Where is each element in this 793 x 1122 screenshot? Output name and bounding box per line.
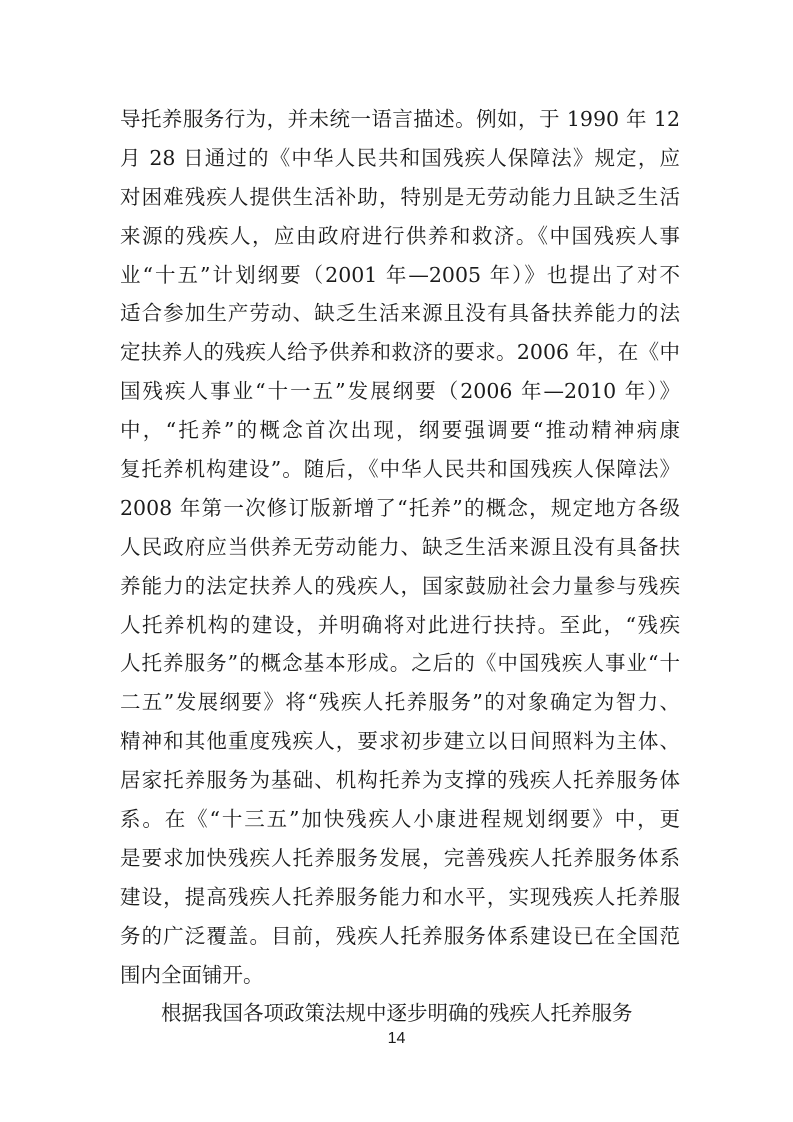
text-line: 是要求加快残疾人托养服务发展，完善残疾人托养服务体系 <box>120 845 680 870</box>
text-line: 根据我国各项政策法规中逐步明确的残疾人托养服务 <box>161 1001 633 1026</box>
paragraph-2 <box>120 994 680 1033</box>
text-line: 人托养服务”的概念基本形成。之后的《中国残疾人事业“十 <box>120 651 680 676</box>
text-line: 建设，提高残疾人托养服务能力和水平，实现残疾人托养服 <box>120 884 680 909</box>
text-line: 二五”发展纲要》将“残疾人托养服务”的对象确定为智力、 <box>120 690 680 715</box>
text-line: 人民政府应当供养无劳动能力、缺乏生活来源且没有具备扶 <box>120 534 680 559</box>
text-line: 中，“托养”的概念首次出现，纲要强调要“推动精神病康 <box>120 418 680 443</box>
text-line: 定扶养人的残疾人给予供养和救济的要求。2006 年，在《中 <box>120 340 680 365</box>
text-line: 2008 年第一次修订版新增了“托养”的概念，规定地方各级 <box>120 495 680 520</box>
text-line: 月 28 日通过的《中华人民共和国残疾人保障法》规定，应 <box>120 145 680 170</box>
text-line: 业“十五”计划纲要（2001 年—2005 年）》也提出了对不 <box>120 262 680 287</box>
text-line: 人托养机构的建设，并明确将对此进行扶持。至此，“残疾 <box>120 612 680 637</box>
text-line: 适合参加生产劳动、缺乏生活来源且没有具备扶养能力的法 <box>120 301 680 326</box>
text-line: 国残疾人事业“十一五”发展纲要（2006 年—2010 年）》 <box>120 379 680 404</box>
text-line: 对困难残疾人提供生活补助，特别是无劳动能力且缺乏生活 <box>120 184 680 209</box>
text-line: 居家托养服务为基础、机构托养为支撑的残疾人托养服务体 <box>120 768 680 793</box>
text-line: 养能力的法定扶养人的残疾人，国家鼓励社会力量参与残疾 <box>120 573 680 598</box>
paragraph-1 <box>120 100 680 994</box>
text-line: 务的广泛覆盖。目前，残疾人托养服务体系建设已在全国范 <box>120 923 680 948</box>
text-line: 围内全面铺开。 <box>120 962 264 987</box>
text-line: 导托养服务行为，并未统一语言描述。例如，于 1990 年 12 <box>120 107 680 131</box>
text-line: 精神和其他重度残疾人，要求初步建立以日间照料为主体、 <box>120 729 680 754</box>
text-line: 复托养机构建设”。随后，《中华人民共和国残疾人保障法》 <box>120 457 680 482</box>
text-line: 系。在《“十三五”加快残疾人小康进程规划纲要》中，更 <box>120 807 680 832</box>
body-text <box>120 100 680 1033</box>
page-number: 14 <box>387 1030 406 1047</box>
text-line: 来源的残疾人，应由政府进行供养和救济。《中国残疾人事 <box>120 223 680 248</box>
